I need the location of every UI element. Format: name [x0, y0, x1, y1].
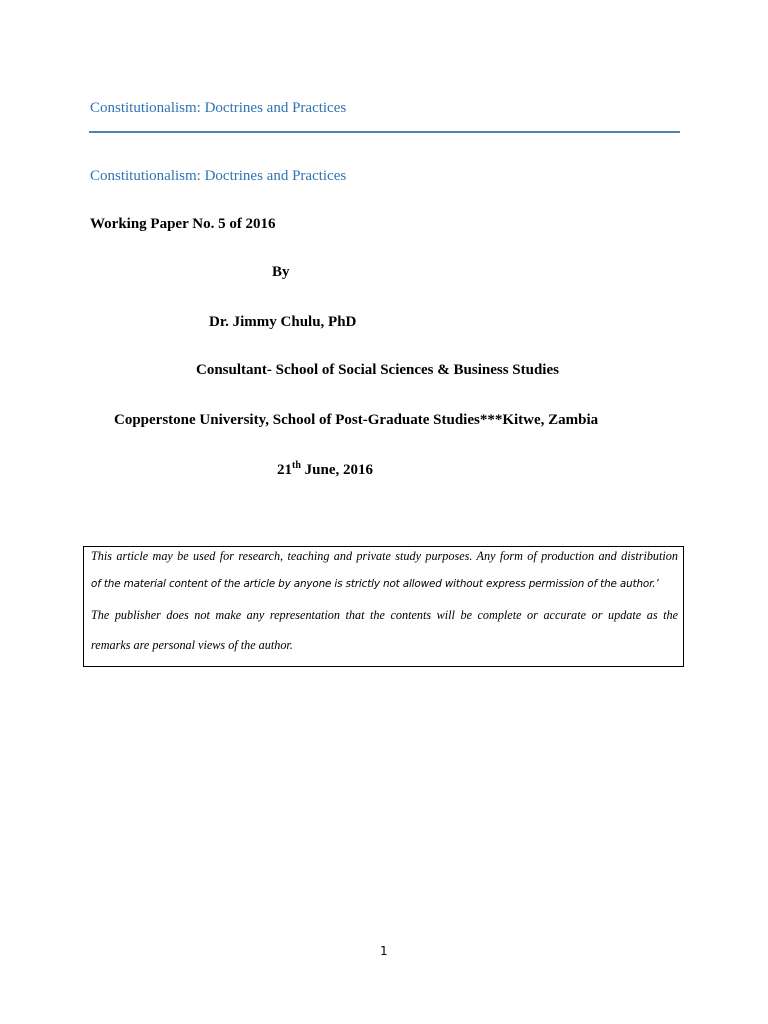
- disclaimer-line-4: remarks are personal views of the author.: [91, 638, 293, 652]
- author-position: Consultant- School of Social Sciences & Business Studies: [196, 362, 559, 378]
- working-paper-number: Working Paper No. 5 of 2016: [90, 216, 276, 232]
- page-number: 1: [380, 944, 388, 958]
- disclaimer-box: [83, 546, 684, 667]
- disclaimer-line-2: of the material content of the article by anyone is strictly not allowed without express permission of the author.’: [91, 578, 659, 590]
- date-day: 21: [277, 462, 292, 478]
- date-month-year: June, 2016: [300, 462, 373, 478]
- publication-date: [277, 460, 373, 479]
- running-header-title: Constitutionalism: Doctrines and Practices: [90, 100, 347, 116]
- disclaimer-line-1: This article may be used for research, teaching and private study purposes. Any form of production and distribution: [91, 549, 678, 563]
- date-ordinal-suffix: th: [292, 460, 301, 471]
- document-subtitle: Constitutionalism: Doctrines and Practices: [90, 168, 347, 184]
- disclaimer-line-3: The publisher does not make any representation that the contents will be complete or accurate or update as the: [91, 608, 678, 622]
- by-label: By: [272, 264, 290, 280]
- author-affiliation: Copperstone University, School of Post-Graduate Studies***Kitwe, Zambia: [114, 412, 599, 428]
- author-name: Dr. Jimmy Chulu, PhD: [209, 314, 357, 330]
- header-divider: [89, 131, 680, 133]
